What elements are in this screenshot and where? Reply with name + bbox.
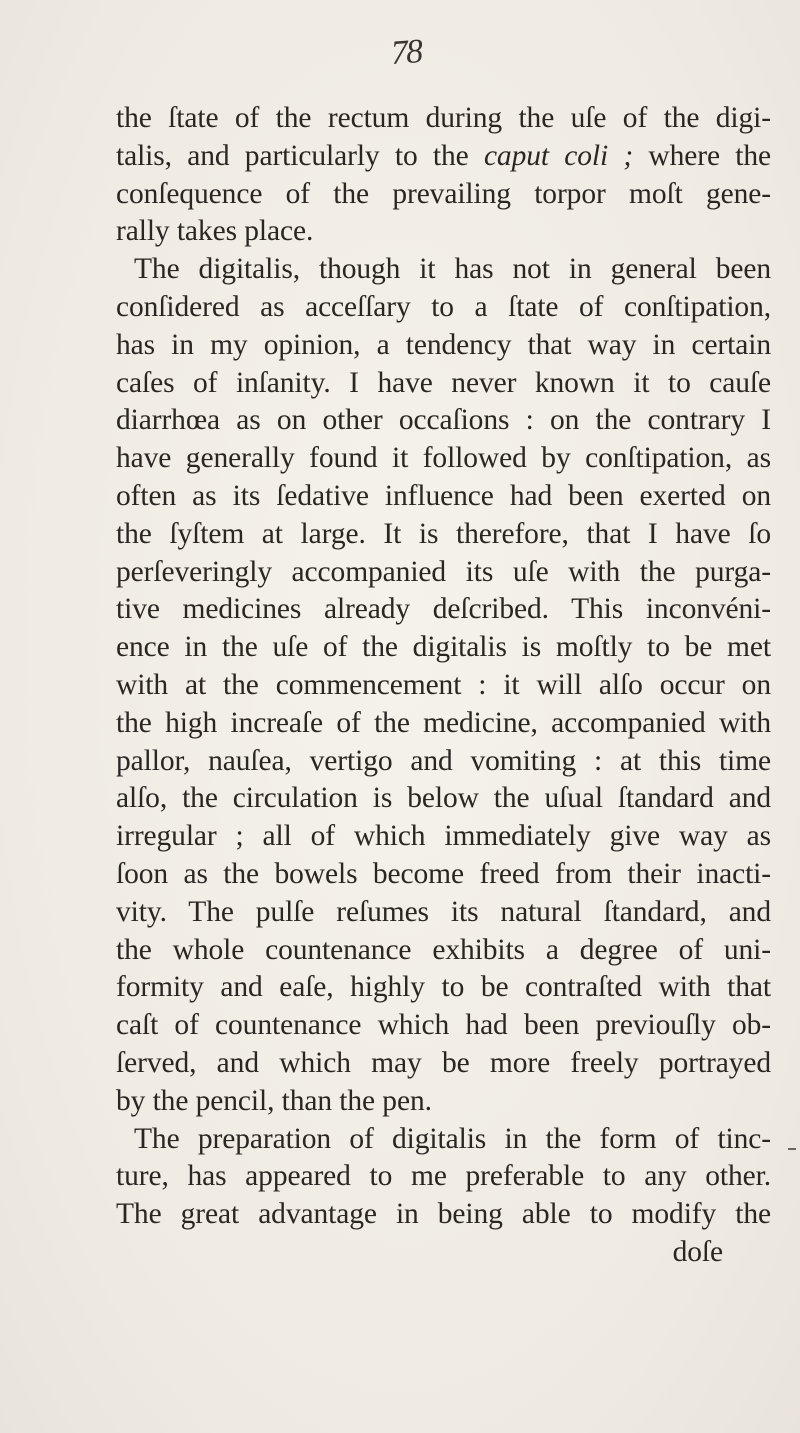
text-line: ture, has appeared to me preferable to any other. <box>116 1160 771 1193</box>
text-line: tive medicines already deſcribed. This inconvéni- <box>116 593 771 626</box>
text-line: by the pencil, than the pen. <box>116 1084 432 1117</box>
text-line: vity. The pulſe reſumes its natural ſtandard, and <box>116 895 771 928</box>
text-segment: talis, and particularly to the <box>116 139 484 172</box>
text-line: caſes of inſanity. I have never known it to cauſe <box>116 366 771 399</box>
text-line: with at the commencement : it will alſo occur on <box>116 668 771 701</box>
text-line: pallor, nauſea, vertigo and vomiting : at this time <box>116 744 771 777</box>
text-line: irregular ; all of which immediately give way as <box>116 820 771 853</box>
paragraph-start-line: The digitalis, though it has not in general been <box>134 253 771 286</box>
catchword: doſe <box>672 1235 723 1268</box>
text-line: The great advantage in being able to modify the <box>116 1198 771 1231</box>
body-text <box>116 100 771 1272</box>
text-line: the whole countenance exhibits a degree of uni- <box>116 933 771 966</box>
text-line: have generally found it followed by conſtipation, as <box>116 442 771 475</box>
text-line: ence in the uſe of the digitalis is moſtly to be met <box>116 631 771 664</box>
text-segment: where the <box>633 139 772 172</box>
text-line: rally takes place. <box>116 215 314 248</box>
text-line: diarrhœa as on other occaſions : on the contrary I <box>116 404 771 437</box>
paragraph-start-line: The preparation of digitalis in the form of tinc- <box>134 1122 771 1155</box>
italic-phrase: caput coli ; <box>483 139 634 172</box>
text-line: alſo, the circulation is below the uſual ſtandard and <box>116 782 771 815</box>
text-line: conſequence of the prevailing torpor moſt gene- <box>116 177 771 210</box>
text-line: has in my opinion, a tendency that way in certain <box>116 328 771 361</box>
text-line: ſoon as the bowels become freed from their inacti- <box>116 857 771 890</box>
text-line: caſt of countenance which had been previouſly ob- <box>116 1009 771 1042</box>
page-number: 78 <box>389 32 423 73</box>
text-line: the ſtate of the rectum during the uſe of the digi- <box>116 102 771 134</box>
text-line: formity and eaſe, highly to be contraſted with that <box>116 971 771 1004</box>
text-line: the high increaſe of the medicine, accompanied with <box>116 706 771 739</box>
text-line: ſerved, and which may be more freely portrayed <box>116 1046 771 1079</box>
text-line: perſeveringly accompanied its uſe with the purga- <box>116 555 771 588</box>
text-line: the ſyſtem at large. It is therefore, that I have ſo <box>116 517 771 550</box>
text-line: often as its ſedative influence had been exerted on <box>116 479 771 512</box>
text-line: conſidered as acceſſary to a ſtate of conſtipation, <box>116 290 771 323</box>
margin-mark <box>788 1148 796 1150</box>
text-line <box>116 138 771 176</box>
